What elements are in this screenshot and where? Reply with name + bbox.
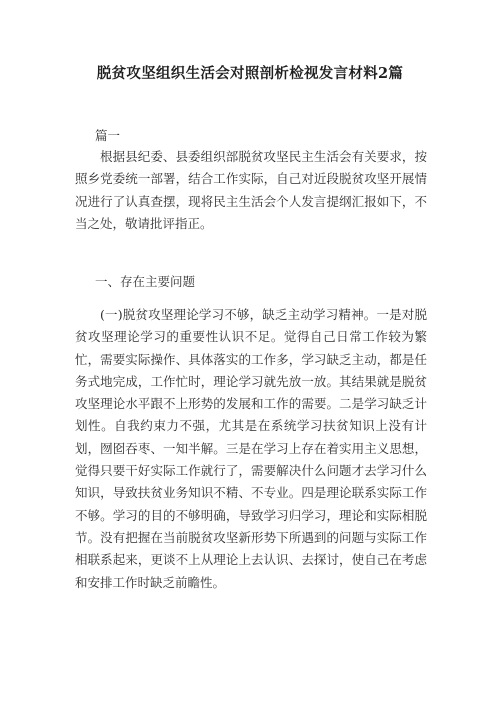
section-label: 篇一 — [95, 128, 121, 143]
section-heading: 一、存在主要问题 — [95, 274, 196, 289]
body-paragraph: (一)脱贫攻坚理论学习不够，缺乏主动学习精神。一是对脱贫攻坚理论学习的重要性认识不足。觉得自己日常工作较为繁忙，需要实际操作、具体落实的工作多，学习缺乏主动，都是任务式地完成，工作忙时，理论学习就先放一放。其结果就是脱贫攻坚理论水平跟不上形势的发展和工作的需要。二是学习缺乏计划性。自我约束力不强，尤其是在系统学习扶贫知识上没有计划，囫囵吞枣、一知半解。三是在学习上存在着实用主义思想，觉得只要干好实际工作就行了，需要解决什么问题才去学习什么知识，导致扶贫业务知识不精、不专业。四是理论联系实际工作不够。学习的目的不够明确，导致学习归学习，理论和实际相脱节。没有把握在当前脱贫攻坚新形势下所遇到的问题与实际工作相联系起来，更谈不上从理论上去认识、去探讨，使自己在考虑和安排工作时缺乏前瞻性。 — [75, 307, 427, 590]
body-paragraph: 根据县纪委、县委组织部脱贫攻坚民主生活会有关要求，按照乡党委统一部署，结合工作实际，自己对近段脱贫攻坚开展情况进行了认真查摆，现将民主生活会个人发言提纲汇报如下，不当之处，敬请批评指正。 — [75, 149, 427, 231]
document-title: 脱贫攻坚组织生活会对照剖析检视发言材料2篇 — [96, 65, 404, 82]
